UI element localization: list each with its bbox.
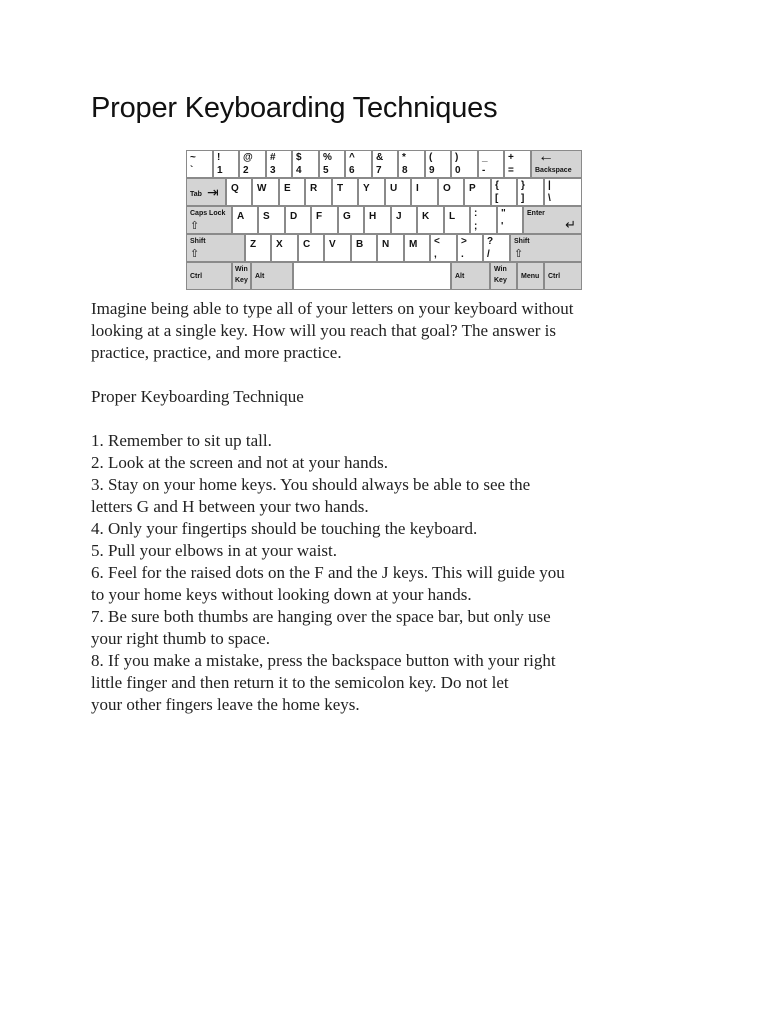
key-menu: Menu <box>517 262 544 290</box>
shift-right-arrow-icon: ⇧ <box>514 248 524 260</box>
key-s: S <box>258 206 285 234</box>
key-8: * 8 <box>398 150 425 178</box>
key-t: T <box>332 178 358 206</box>
key-k: K <box>417 206 444 234</box>
key-f: F <box>311 206 338 234</box>
step-line: your other fingers leave the home keys. <box>91 695 360 714</box>
key-shift-left: Shift ⇧ <box>186 234 245 262</box>
key-space <box>293 262 451 290</box>
key-z: Z <box>245 234 271 262</box>
key-g: G <box>338 206 364 234</box>
intro-line: looking at a single key. How will you reach that goal? The answer is <box>91 321 557 340</box>
key-bracket-left: { [ <box>491 178 517 206</box>
key-9: ( 9 <box>425 150 451 178</box>
step-line: 4. Only your fingertips should be touching the keyboard. <box>91 519 478 538</box>
key-d: D <box>285 206 311 234</box>
key-c: C <box>298 234 324 262</box>
key-ctrl-left: Ctrl <box>186 262 232 290</box>
key-3: # 3 <box>266 150 292 178</box>
step-line: 7. Be sure both thumbs are hanging over the space bar, but only use <box>91 607 551 626</box>
key-win-right: Win Key <box>490 262 517 290</box>
key-caps-lock: Caps Lock ⇧ <box>186 206 232 234</box>
key-w: W <box>252 178 279 206</box>
key-1: ! 1 <box>213 150 239 178</box>
key-backspace: ← Backspace <box>531 150 582 178</box>
key-minus: _ - <box>478 150 504 178</box>
key-quote: " ' <box>497 206 523 234</box>
key-alt-left: Alt <box>251 262 293 290</box>
caps-lock-arrow-icon: ⇧ <box>190 220 200 232</box>
key-enter: Enter ↵ <box>523 206 582 234</box>
key-comma: < , <box>430 234 457 262</box>
step-line: little finger and then return it to the semicolon key. Do not let <box>91 673 509 692</box>
intro-line: Imagine being able to type all of your letters on your keyboard without <box>91 299 574 318</box>
key-shift-right: Shift ⇧ <box>510 234 582 262</box>
key-2: @ 2 <box>239 150 266 178</box>
key-u: U <box>385 178 411 206</box>
section-heading: Proper Keyboarding Technique <box>91 387 304 406</box>
key-bracket-right: } ] <box>517 178 544 206</box>
step-line: your right thumb to space. <box>91 629 270 648</box>
keyboard-diagram <box>186 150 582 290</box>
key-alt-right: Alt <box>451 262 490 290</box>
key-j: J <box>391 206 417 234</box>
key-x: X <box>271 234 298 262</box>
key-win-left: Win Key <box>232 262 251 290</box>
key-b: B <box>351 234 377 262</box>
key-v: V <box>324 234 351 262</box>
key-semicolon: : ; <box>470 206 497 234</box>
key-m: M <box>404 234 430 262</box>
key-l: L <box>444 206 470 234</box>
intro-line: practice, practice, and more practice. <box>91 343 342 362</box>
key-6: ^ 6 <box>345 150 372 178</box>
key-n: N <box>377 234 404 262</box>
backspace-arrow-icon: ← <box>538 150 554 165</box>
key-period: > . <box>457 234 483 262</box>
key-h: H <box>364 206 391 234</box>
key-backslash: | \ <box>544 178 582 206</box>
key-7: & 7 <box>372 150 398 178</box>
step-line: 8. If you make a mistake, press the backspace button with your right <box>91 651 556 670</box>
key-p: P <box>464 178 491 206</box>
key-4: $ 4 <box>292 150 319 178</box>
key-5: % 5 <box>319 150 345 178</box>
key-ctrl-right: Ctrl <box>544 262 582 290</box>
step-line: to your home keys without looking down at your hands. <box>91 585 472 604</box>
tab-arrow-icon: ⇥ <box>207 184 219 200</box>
page-title: Proper Keyboarding Techniques <box>91 92 498 124</box>
key-o: O <box>438 178 464 206</box>
key-y: Y <box>358 178 385 206</box>
enter-arrow-icon: ↵ <box>565 217 576 232</box>
key-e: E <box>279 178 305 206</box>
key-slash: ? / <box>483 234 510 262</box>
key-q: Q <box>226 178 252 206</box>
step-line: letters G and H between your two hands. <box>91 497 369 516</box>
key-i: I <box>411 178 438 206</box>
step-line: 6. Feel for the raised dots on the F and the J keys. This will guide you <box>91 563 565 582</box>
shift-left-arrow-icon: ⇧ <box>190 248 200 260</box>
key-equals: + = <box>504 150 531 178</box>
key-tilde: ~ ` <box>186 150 213 178</box>
step-line: 3. Stay on your home keys. You should always be able to see the <box>91 475 531 494</box>
step-line: 5. Pull your elbows in at your waist. <box>91 541 338 560</box>
document-body <box>91 298 691 716</box>
key-r: R <box>305 178 332 206</box>
key-tab: Tab ⇥ <box>186 178 226 206</box>
step-line: 1. Remember to sit up tall. <box>91 431 272 450</box>
key-a: A <box>232 206 258 234</box>
step-line: 2. Look at the screen and not at your hands. <box>91 453 388 472</box>
key-0: ) 0 <box>451 150 478 178</box>
